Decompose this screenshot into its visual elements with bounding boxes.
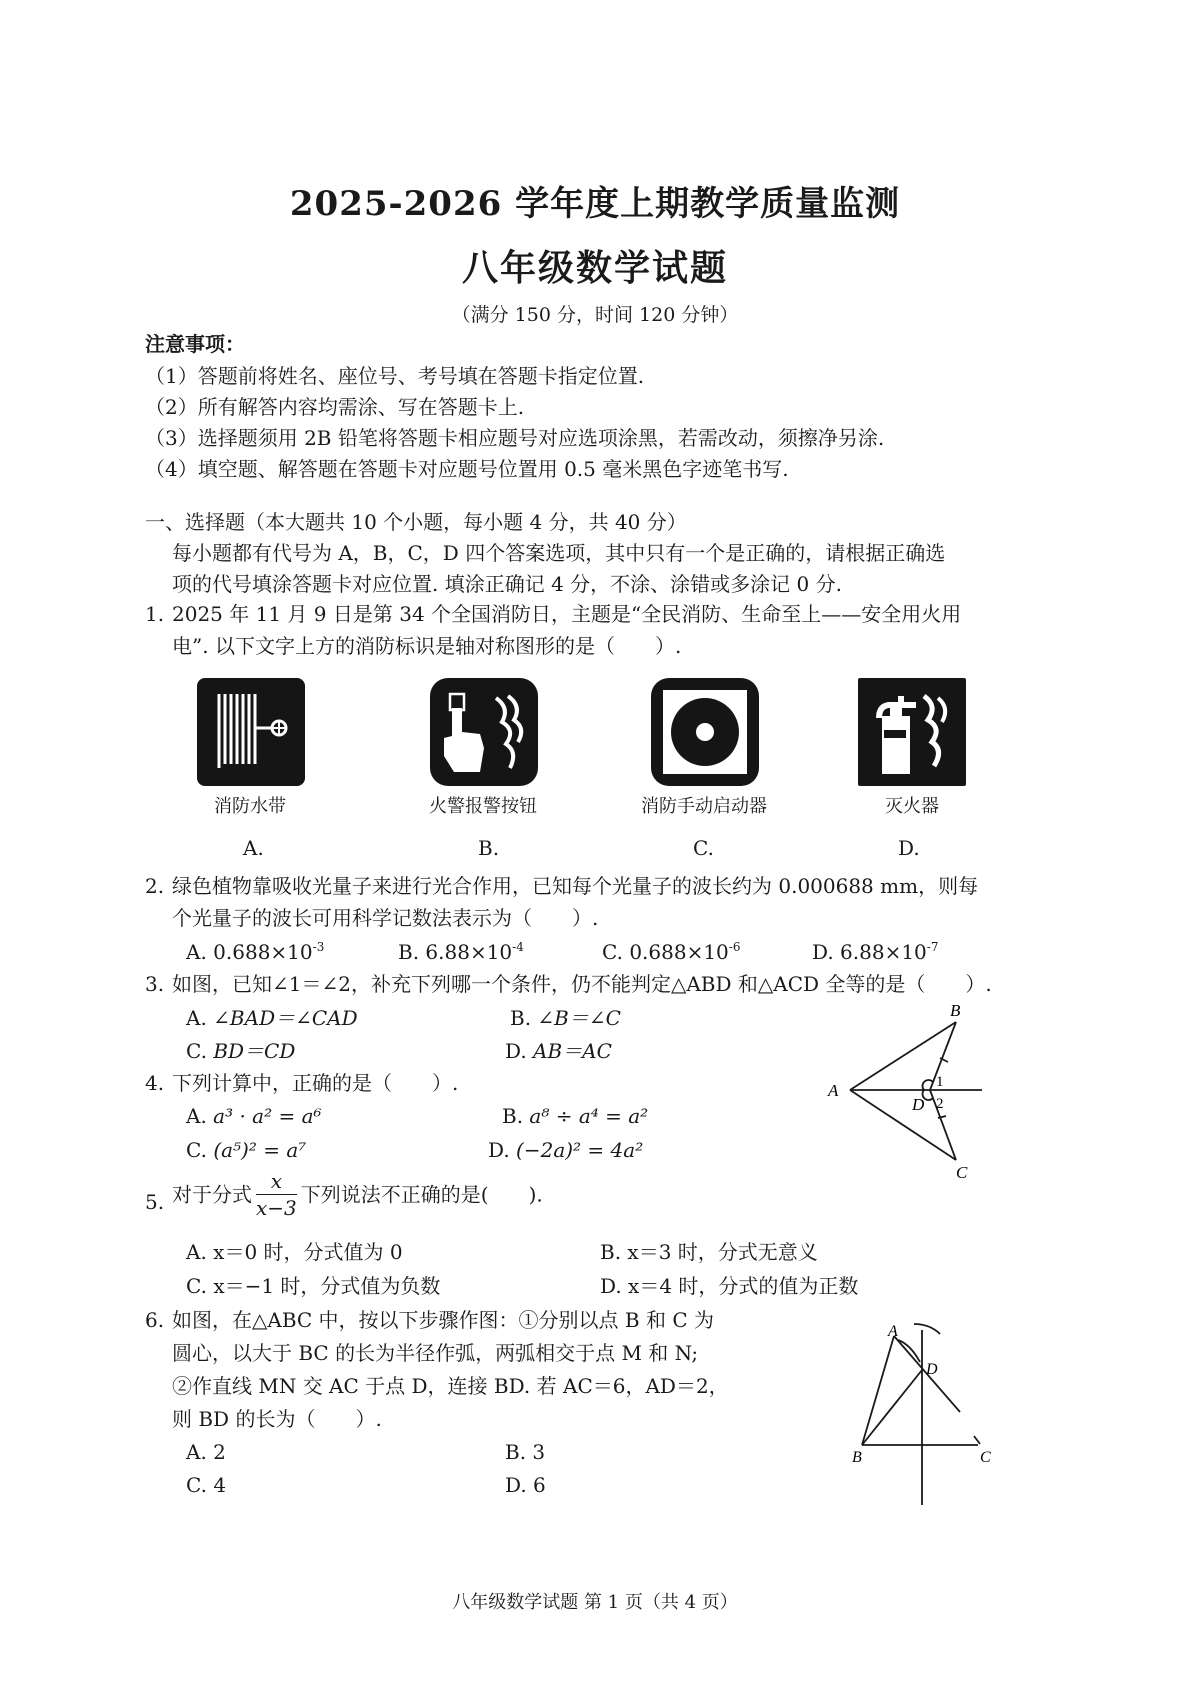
question-3-option-b[interactable] — [510, 1002, 621, 1034]
option-exponent: -6 — [728, 940, 741, 954]
section-instructions-1: 每小题都有代号为 A，B，C，D 四个答案选项，其中只有一个是正确的，请根据正确选 — [172, 541, 946, 565]
option-base: 0.688×10 — [213, 940, 313, 964]
option-letter: D. — [505, 1039, 527, 1063]
option-text: (a⁵)² = a⁷ — [213, 1138, 307, 1162]
option-text: 2 — [213, 1440, 226, 1464]
question-5-text-before: 对于分式 — [172, 1182, 252, 1207]
option-text: AB＝AC — [533, 1039, 612, 1063]
option-letter: C. — [186, 1274, 207, 1298]
exam-title-term: 2025-2026 学年度上期教学质量监测 — [289, 184, 901, 224]
question-4-number: 4. — [145, 1071, 165, 1095]
option-text: x＝0 时，分式值为 0 — [213, 1240, 403, 1264]
question-6-text-4: 则 BD 的长为（ ）. — [172, 1407, 382, 1431]
option-exponent: -3 — [312, 940, 325, 954]
option-text: x＝4 时，分式的值为正数 — [628, 1274, 859, 1298]
question-5-text — [172, 1168, 543, 1221]
option-letter: A. — [186, 1240, 207, 1264]
question-1-text-2: 电”. 以下文字上方的消防标识是轴对称图形的是（ ）. — [172, 634, 682, 658]
option-text: ∠BAD＝∠CAD — [213, 1006, 358, 1030]
question-5-text-after: 下列说法不正确的是( ). — [300, 1182, 543, 1207]
figure-label-d: D — [912, 1095, 925, 1114]
option-exponent: -4 — [512, 940, 524, 954]
question-3-figure — [820, 1000, 1000, 1180]
question-5-option-c[interactable] — [186, 1270, 440, 1302]
option-text: (−2a)² = 4a² — [516, 1138, 644, 1162]
option-text: 3 — [532, 1440, 546, 1464]
question-6-option-c[interactable] — [186, 1469, 226, 1501]
page-footer: 八年级数学试题 第 1 页（共 4 页） — [452, 1592, 738, 1613]
option-text: x＝3 时，分式无意义 — [627, 1240, 818, 1264]
figure-label-b: B — [852, 1449, 862, 1466]
sign-d-label: 灭火器 — [885, 796, 939, 817]
option-letter: A. — [186, 1104, 207, 1128]
option-letter: B. — [600, 1240, 622, 1264]
question-6-text-2: 圆心，以大于 BC 的长为半径作弧，两弧相交于点 M 和 N; — [172, 1341, 699, 1365]
option-letter: A. — [186, 1006, 207, 1030]
figure-label-c: C — [980, 1449, 991, 1466]
question-4-option-d[interactable] — [488, 1134, 643, 1166]
fire-extinguisher-icon — [858, 678, 966, 786]
question-6-option-d[interactable] — [505, 1469, 546, 1501]
fraction-denominator: x−3 — [256, 1196, 297, 1220]
option-letter: D. — [600, 1274, 622, 1298]
figure-label-a: A — [888, 1323, 898, 1340]
question-1-text-1: 2025 年 11 月 9 日是第 34 个全国消防日，主题是“全民消防、生命至上——安全用火用 — [172, 602, 962, 626]
option-letter: D. — [812, 940, 834, 964]
fraction — [256, 1168, 297, 1221]
question-2-number: 2. — [145, 874, 165, 898]
question-3-text: 如图，已知∠1＝∠2，补充下列哪一个条件，仍不能判定△ABD 和△ACD 全等的是（ ）. — [172, 972, 992, 996]
sign-b-letter: B. — [478, 836, 500, 860]
question-6-text-3: ②作直线 MN 交 AC 于点 D，连接 BD. 若 AC＝6，AD＝2， — [172, 1374, 729, 1398]
question-1-number: 1. — [145, 602, 165, 626]
notice-item-2: （2）所有解答内容均需涂、写在答题卡上. — [145, 395, 525, 419]
option-letter: A. — [186, 940, 207, 964]
figure-label-c: C — [956, 1163, 968, 1182]
sign-c-label: 消防手动启动器 — [641, 796, 767, 817]
option-text: a⁸ ÷ a⁴ = a² — [529, 1104, 649, 1128]
option-letter: B. — [505, 1440, 527, 1464]
option-letter: C. — [186, 1138, 207, 1162]
option-text: 4 — [213, 1473, 227, 1497]
option-letter: C. — [602, 940, 623, 964]
figure-angle-2: 2 — [936, 1096, 944, 1112]
option-letter: B. — [398, 940, 420, 964]
figure-label-d: D — [926, 1361, 938, 1378]
option-text: ∠B＝∠C — [537, 1006, 621, 1030]
question-2-option-d[interactable] — [812, 936, 939, 968]
sign-d-letter: D. — [898, 836, 920, 860]
section-instructions-2: 项的代号填涂答题卡对应位置. 填涂正确记 4 分，不涂、涂错或多涂记 0 分. — [172, 572, 842, 596]
notice-item-3: （3）选择题须用 2B 铅笔将答题卡相应题号对应选项涂黑，若需改动，须擦净另涂. — [145, 426, 885, 450]
question-5-option-d[interactable] — [600, 1270, 858, 1302]
question-5-option-b[interactable] — [600, 1236, 818, 1268]
question-2-option-b[interactable] — [398, 936, 524, 968]
notice-item-4: （4）填空题、解答题在答题卡对应题号位置用 0.5 毫米黑色字迹笔书写. — [145, 457, 789, 481]
question-2-text-2: 个光量子的波长可用科学记数法表示为（ ）. — [172, 906, 599, 930]
manual-activation-device-icon — [651, 678, 759, 786]
fire-alarm-button-icon — [430, 678, 538, 786]
question-6-text-1: 如图，在△ABC 中，按以下步骤作图：①分别以点 B 和 C 为 — [172, 1308, 714, 1332]
option-letter: D. — [488, 1138, 510, 1162]
option-text: x＝−1 时，分式值为负数 — [213, 1274, 441, 1298]
fire-hose-icon — [197, 678, 305, 786]
question-5-option-a[interactable] — [186, 1236, 403, 1268]
notice-heading: 注意事项： — [145, 332, 245, 356]
exam-title-subject: 八年级数学试题 — [461, 247, 728, 289]
question-3-option-c[interactable] — [186, 1035, 295, 1067]
option-text: 6 — [533, 1473, 546, 1497]
question-4-text: 下列计算中，正确的是（ ）. — [172, 1071, 459, 1095]
exam-score-time: （满分 150 分，时间 120 分钟） — [451, 304, 739, 326]
question-2-text-1: 绿色植物靠吸收光量子来进行光合作用，已知每个光量子的波长约为 0.000688 mm，则每 — [172, 874, 979, 898]
option-letter: C. — [186, 1473, 207, 1497]
question-5-number: 5. — [145, 1190, 165, 1214]
sign-a-label: 消防水带 — [214, 796, 286, 817]
sign-c-letter: C. — [693, 836, 714, 860]
option-text: a³ · a² = a⁶ — [213, 1104, 322, 1128]
option-exponent: -7 — [926, 940, 939, 954]
question-6-option-a[interactable] — [186, 1436, 226, 1468]
question-6-figure — [850, 1320, 1000, 1520]
option-letter: B. — [510, 1006, 532, 1030]
option-letter: B. — [502, 1104, 524, 1128]
option-letter: C. — [186, 1039, 207, 1063]
option-letter: D. — [505, 1473, 527, 1497]
question-4-option-c[interactable] — [186, 1134, 306, 1166]
option-letter: A. — [186, 1440, 207, 1464]
question-6-option-b[interactable] — [505, 1436, 545, 1468]
sign-a-letter: A. — [243, 836, 264, 860]
question-2-option-a[interactable] — [186, 936, 324, 968]
notice-item-1: （1）答题前将姓名、座位号、考号填在答题卡指定位置. — [145, 364, 645, 388]
figure-angle-1: 1 — [936, 1074, 944, 1090]
question-3-option-d[interactable] — [505, 1035, 612, 1067]
figure-label-a: A — [828, 1081, 839, 1100]
sign-b-label: 火警报警按钮 — [429, 796, 537, 817]
option-base: 6.88×10 — [425, 940, 513, 964]
fraction-numerator: x — [256, 1168, 297, 1195]
question-3-number: 3. — [145, 972, 165, 996]
option-base: 0.688×10 — [629, 940, 729, 964]
option-base: 6.88×10 — [840, 940, 927, 964]
section-heading: 一、选择题（本大题共 10 个小题，每小题 4 分，共 40 分） — [145, 510, 687, 534]
figure-label-b: B — [950, 1001, 961, 1020]
question-4-option-a[interactable] — [186, 1100, 322, 1132]
option-text: BD＝CD — [213, 1039, 296, 1063]
question-4-option-b[interactable] — [502, 1100, 648, 1132]
question-2-option-c[interactable] — [602, 936, 740, 968]
question-6-number: 6. — [145, 1308, 165, 1332]
question-3-option-a[interactable] — [186, 1002, 358, 1034]
